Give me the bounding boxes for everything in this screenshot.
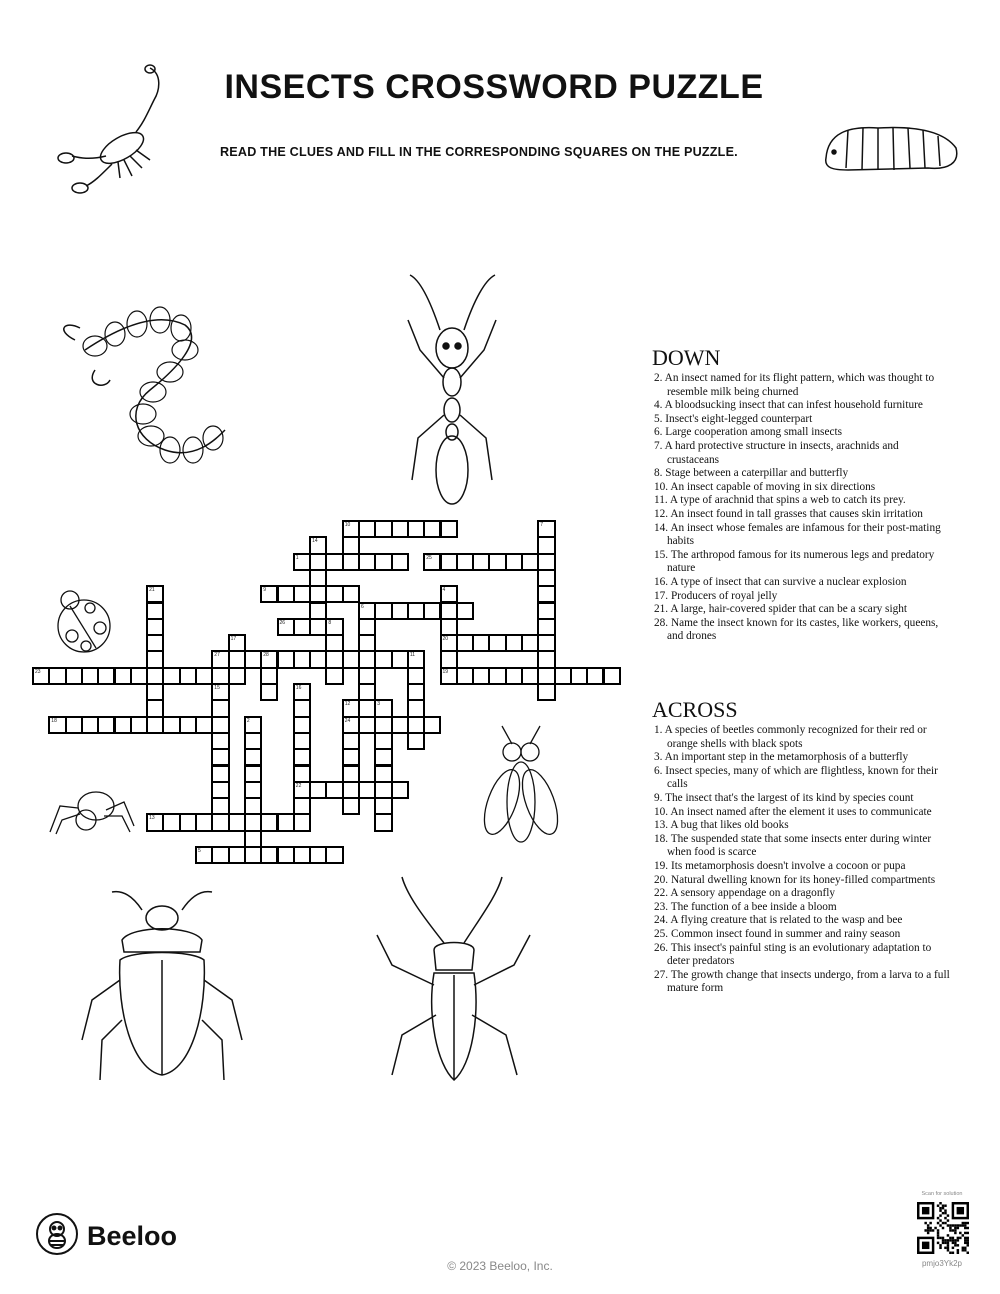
- down-clue-list: [652, 372, 952, 644]
- across-clue: 3. An important step in the metamorphosis of a butterfly: [654, 751, 909, 764]
- grid-cell[interactable]: [423, 602, 441, 620]
- across-clue: 6. Insect species, many of which are flightless, known for their calls: [654, 764, 938, 791]
- beeloo-logo[interactable]: [35, 1212, 177, 1261]
- grid-cell[interactable]: [456, 602, 474, 620]
- grid-cell[interactable]: [293, 585, 311, 603]
- clue-number: 23: [35, 668, 41, 675]
- down-clue: 12. An insect found in tall grasses that causes skin irritation: [654, 507, 923, 520]
- across-clue: 26. This insect's painful sting is an evolutionary adaptation to deter predators: [654, 941, 932, 968]
- grid-cell[interactable]: [521, 667, 539, 685]
- caterpillar-illustration: [818, 118, 963, 180]
- across-clue: 22. A sensory appendage on a dragonfly: [654, 887, 836, 900]
- across-clue: 20. Natural dwelling known for its honey-filled compartments: [654, 873, 936, 886]
- crossword-grid: [33, 521, 633, 881]
- grid-cell[interactable]: [603, 667, 621, 685]
- grid-cell[interactable]: [325, 781, 343, 799]
- clue-number: 3: [377, 701, 381, 708]
- down-clue: 14. An insect whose females are infamous for their post-mating habits: [654, 521, 941, 548]
- grid-cell[interactable]: [342, 797, 360, 815]
- clue-number: 25: [426, 554, 432, 561]
- clue-number: 17: [230, 636, 237, 643]
- down-clue: 17. Producers of royal jelly: [654, 589, 778, 602]
- grid-cell[interactable]: [309, 650, 327, 668]
- copyright: © 2023 Beeloo, Inc.: [447, 1259, 553, 1273]
- down-clue: 16. A type of insect that can survive a nuclear explosion: [654, 575, 907, 588]
- grid-cell[interactable]: [228, 813, 246, 831]
- down-clue: 15. The arthropod famous for its numerous legs and predatory nature: [654, 548, 935, 575]
- grid-cell[interactable]: [325, 846, 343, 864]
- down-clues: [652, 346, 952, 644]
- grid-cell[interactable]: [293, 813, 311, 831]
- grid-cell[interactable]: [228, 667, 246, 685]
- scorpion-illustration: [50, 60, 170, 200]
- grid-cell[interactable]: [537, 683, 555, 701]
- across-clue: 10. An insect named after the element it uses to communicate: [654, 805, 932, 818]
- down-clue: 7. A hard protective structure in insects, arachnids and crustaceans: [654, 439, 899, 466]
- across-clue: 18. The suspended state that some insects enter during winter when food is scarce: [654, 832, 932, 859]
- grid-cell[interactable]: [195, 716, 213, 734]
- grid-cell[interactable]: [293, 618, 311, 636]
- clue-number: 20: [442, 636, 449, 643]
- clue-number: 18: [51, 717, 57, 724]
- grid-cell[interactable]: [521, 553, 539, 571]
- clue-number: 26: [279, 619, 286, 626]
- across-clue: 1. A species of beetles commonly recognized for their red or orange shells with black spots: [654, 724, 927, 750]
- clue-number: 4: [442, 587, 446, 594]
- clue-number: 9: [263, 587, 266, 594]
- clue-number: 15: [214, 685, 220, 691]
- clue-number: 19: [442, 668, 449, 675]
- across-clue: 13. A bug that likes old books: [654, 819, 789, 832]
- clue-number: 10: [344, 522, 351, 528]
- clue-number: 21: [149, 587, 155, 594]
- across-clue: 23. The function of a bee inside a bloom: [654, 900, 837, 913]
- down-clue: 21. A large, hair-covered spider that can be a scary sight: [654, 603, 908, 616]
- across-heading: ACROSS: [652, 697, 738, 722]
- grid-cell[interactable]: [293, 553, 311, 571]
- clue-number: 6: [361, 603, 364, 610]
- clue-number: 16: [295, 685, 302, 691]
- grid-cell[interactable]: [407, 732, 425, 750]
- page-title: INSECTS CROSSWORD PUZZLE: [224, 68, 764, 106]
- across-clue: 9. The insect that's the largest of its kind by species count: [654, 791, 914, 804]
- grid-cell[interactable]: [260, 683, 278, 701]
- across-clue: 25. Common insect found in summer and rainy season: [654, 927, 901, 940]
- bee-icon: [35, 1212, 79, 1261]
- centipede-illustration: [55, 290, 245, 505]
- down-clue: 28. Name the insect known for its castes, like workers, queens, and drones: [654, 616, 939, 643]
- grid-cell[interactable]: [391, 716, 409, 734]
- grid-cell[interactable]: [358, 781, 376, 799]
- clue-number: 13: [149, 815, 155, 822]
- clue-number: 27: [214, 652, 220, 659]
- grid-cell[interactable]: [325, 553, 343, 571]
- down-clue: 10. An insect capable of moving in six directions: [654, 480, 876, 493]
- clue-number: 7: [540, 522, 544, 528]
- grid-cell[interactable]: [423, 716, 441, 734]
- grid-cell[interactable]: [342, 650, 360, 668]
- down-clue: 5. Insect's eight-legged counterpart: [654, 412, 813, 425]
- grid-cell[interactable]: [374, 813, 392, 831]
- brand-name: Beeloo: [87, 1221, 178, 1251]
- grid-cell[interactable]: [277, 813, 295, 831]
- down-heading: DOWN: [652, 345, 721, 370]
- instructions: READ THE CLUES AND FILL IN THE CORRESPONDING SQUARES ON THE PUZZLE.: [220, 145, 738, 159]
- across-clue: 19. Its metamorphosis doesn't involve a cocoon or pupa: [654, 859, 906, 872]
- clue-number: 2: [246, 717, 250, 724]
- ant-illustration: [400, 270, 505, 510]
- across-clues: [652, 698, 952, 996]
- clue-number: 11: [409, 652, 416, 659]
- grid-cell[interactable]: [228, 846, 246, 864]
- grid-cell[interactable]: [130, 667, 148, 685]
- down-clue: 6. Large cooperation among small insects: [654, 426, 843, 439]
- clue-number: 8: [328, 619, 332, 626]
- down-clue: 2. An insect named for its flight pattern, which was thought to resemble milk being churned: [654, 372, 935, 398]
- down-clue: 4. A bloodsucking insect that can infest household furniture: [654, 399, 923, 412]
- clue-number: 1: [295, 554, 299, 561]
- grid-cell[interactable]: [391, 553, 409, 571]
- clue-number: 24: [344, 717, 351, 724]
- qr-caption: Scan for solution: [921, 1191, 963, 1197]
- clue-number: 12: [344, 701, 351, 708]
- across-clue-list: [652, 724, 952, 996]
- across-clue: 27. The growth change that insects undergo, from a larva to a full mature form: [654, 968, 950, 995]
- qr-code-text: pmjo3Yk2p: [921, 1259, 963, 1268]
- grid-cell[interactable]: [325, 667, 343, 685]
- qr-code-icon[interactable]: [917, 1202, 969, 1254]
- grid-cell[interactable]: [440, 520, 458, 538]
- grid-cell[interactable]: [130, 716, 148, 734]
- cockroach-illustration: [372, 875, 537, 1090]
- clue-number: 22: [295, 782, 302, 789]
- across-clue: 24. A flying creature that is related to the wasp and bee: [654, 914, 903, 927]
- clue-number: 14: [312, 538, 318, 545]
- clue-number: 5: [198, 848, 201, 854]
- grid-cell[interactable]: [195, 813, 213, 831]
- grid-cell[interactable]: [391, 781, 409, 799]
- down-clue: 8. Stage between a caterpillar and butterfly: [654, 467, 849, 480]
- down-clue: 11. A type of arachnid that spins a web to catch its prey.: [654, 494, 906, 507]
- clue-number: 28: [263, 652, 269, 659]
- beetle-illustration: [72, 880, 252, 1090]
- grid-cell[interactable]: [521, 634, 539, 652]
